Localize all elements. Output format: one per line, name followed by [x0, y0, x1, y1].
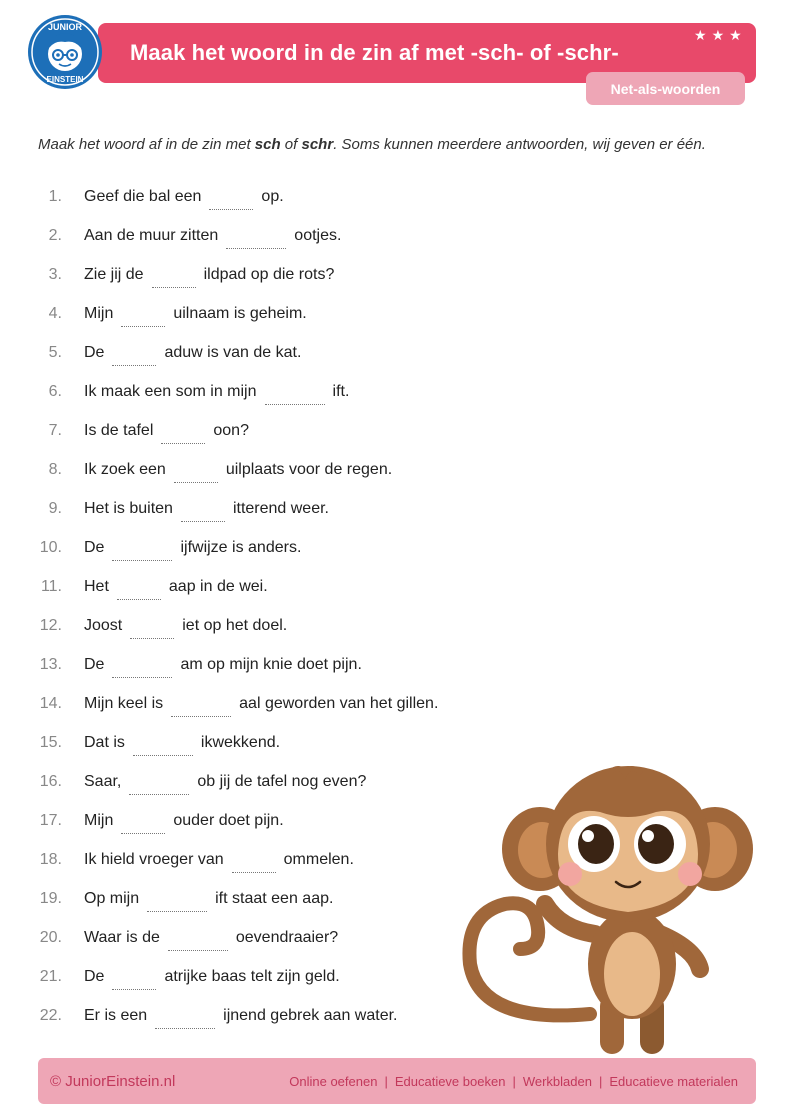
sentence-before: De — [84, 539, 105, 556]
sentence-after: ijnend gebrek aan water. — [223, 1007, 398, 1024]
sentence-after: ift. — [332, 383, 350, 400]
sentence-before: Waar is de — [84, 929, 160, 946]
footer-link-online-oefenen[interactable]: Online oefenen — [289, 1074, 378, 1089]
exercise-sentence — [84, 305, 307, 323]
exercise-number: 1. — [48, 188, 62, 205]
sentence-after: uilplaats voor de regen. — [225, 461, 393, 478]
answer-blank[interactable] — [121, 817, 165, 834]
exercise-number: 8. — [48, 461, 62, 478]
exercise-number: 12. — [39, 617, 62, 634]
answer-blank[interactable] — [112, 349, 156, 366]
sentence-after: ildpad op die rots? — [203, 266, 335, 283]
logo-text-top: JUNIOR — [47, 22, 83, 32]
sentence-before: De — [84, 968, 105, 985]
category-badge: Net-als-woorden — [586, 72, 745, 105]
exercise-sentence — [84, 734, 280, 752]
exercise-number: 11. — [40, 578, 62, 595]
sentence-after: iet op het doel. — [182, 617, 288, 634]
star-icon: ★ — [729, 27, 742, 43]
exercise-number: 4. — [48, 305, 62, 322]
exercise-sentence — [84, 968, 340, 986]
footer — [38, 1058, 756, 1104]
exercise-sentence — [84, 422, 249, 440]
sentence-before: Joost — [84, 617, 123, 634]
exercise-sentence — [84, 266, 334, 284]
sentence-before: De — [84, 344, 105, 361]
footer-copyright: © JuniorEinstein.nl — [50, 1073, 176, 1090]
exercise-number: 21. — [39, 968, 62, 985]
sentence-before: Het is buiten — [84, 500, 173, 517]
logo-text-bottom: EINSTEIN — [46, 75, 84, 84]
exercise-number: 5. — [48, 344, 62, 361]
instruction-bold: schr — [301, 136, 334, 153]
sentence-after: op. — [261, 188, 284, 205]
sentence-after: uilnaam is geheim. — [173, 305, 307, 322]
exercise-number: 15. — [39, 734, 62, 751]
answer-blank[interactable] — [155, 1012, 215, 1029]
sentence-before: Ik zoek een — [84, 461, 166, 478]
sentence-before: Ik maak een som in mijn — [84, 383, 257, 400]
exercise-sentence — [84, 890, 333, 908]
exercise-sentence — [84, 500, 329, 518]
exercise-sentence — [84, 656, 362, 674]
instruction-part: of — [280, 136, 302, 153]
exercise-sentence — [84, 812, 284, 830]
sentence-before: Zie jij de — [84, 266, 144, 283]
sentence-before: Mijn — [84, 812, 114, 829]
sentence-before: De — [84, 656, 105, 673]
instruction-part: Maak het woord af in de zin met — [38, 136, 255, 153]
sentence-after: ootjes. — [294, 227, 342, 244]
sentence-before: Aan de muur zitten — [84, 227, 219, 244]
sentence-before: Er is een — [84, 1007, 148, 1024]
exercise-number: 10. — [39, 539, 62, 556]
answer-blank[interactable] — [152, 271, 196, 288]
answer-blank[interactable] — [161, 427, 205, 444]
exercise-sentence — [84, 383, 349, 401]
sentence-before: Mijn keel is — [84, 695, 164, 712]
exercise-sentence — [84, 344, 301, 362]
sentence-after: itterend weer. — [232, 500, 329, 517]
sentence-after: oevendraaier? — [235, 929, 339, 946]
exercise-number: 16. — [39, 773, 62, 790]
exercise-number: 17. — [39, 812, 62, 829]
answer-blank[interactable] — [112, 544, 172, 561]
exercise-sentence — [84, 929, 338, 947]
footer-link-educatieve-materialen[interactable]: Educatieve materialen — [609, 1074, 738, 1089]
footer-link-educatieve-boeken[interactable]: Educatieve boeken — [394, 1074, 506, 1089]
exercise-number: 3. — [48, 266, 62, 283]
exercise-number: 7. — [48, 422, 62, 439]
exercise-sentence — [84, 578, 268, 596]
exercise-sentence — [84, 539, 301, 557]
footer-separator: | — [512, 1074, 516, 1089]
exercise-sentence — [84, 617, 287, 635]
sentence-after: ikwekkend. — [200, 734, 281, 751]
answer-blank[interactable] — [121, 310, 165, 327]
answer-blank[interactable] — [232, 856, 276, 873]
sentence-before: Saar, — [84, 773, 122, 790]
answer-blank[interactable] — [171, 700, 231, 717]
difficulty-stars — [694, 28, 742, 42]
exercise-number: 22. — [39, 1007, 62, 1024]
answer-blank[interactable] — [226, 232, 286, 249]
sentence-before: Het — [84, 578, 109, 595]
sentence-after: atrijke baas telt zijn geld. — [164, 968, 340, 985]
exercise-number: 13. — [39, 656, 62, 673]
instruction-part: . Soms kunnen meerdere antwoorden, wij geven er één. — [333, 136, 706, 153]
answer-blank[interactable] — [147, 895, 207, 912]
exercise-sentence — [84, 773, 366, 791]
sentence-after: am op mijn knie doet pijn. — [180, 656, 362, 673]
sentence-after: ob jij de tafel nog even? — [197, 773, 367, 790]
footer-link-werkbladen[interactable]: Werkbladen — [522, 1074, 592, 1089]
sentence-after: aal geworden van het gillen. — [239, 695, 439, 712]
page-title: Maak het woord in de zin af met -sch- of -schr- — [130, 40, 619, 65]
sentence-after: ommelen. — [283, 851, 354, 868]
footer-separator: | — [384, 1074, 388, 1089]
answer-blank[interactable] — [129, 778, 189, 795]
star-icon: ★ — [711, 27, 725, 43]
exercise-sentence — [84, 1007, 397, 1025]
star-icon: ★ — [694, 27, 707, 43]
sentence-after: ijfwijze is anders. — [180, 539, 302, 556]
answer-blank[interactable] — [133, 739, 193, 756]
sentence-after: oon? — [213, 422, 249, 439]
exercise-sentence — [84, 188, 284, 206]
sentence-before: Ik hield vroeger van — [84, 851, 224, 868]
sentence-after: aduw is van de kat. — [164, 344, 302, 361]
exercise-sentence — [84, 851, 354, 869]
answer-blank[interactable] — [265, 388, 325, 405]
sentence-before: Mijn — [84, 305, 114, 322]
answer-blank[interactable] — [130, 622, 174, 639]
answer-blank[interactable] — [112, 973, 156, 990]
sentence-before: Geef die bal een — [84, 188, 202, 205]
answer-blank[interactable] — [209, 193, 253, 210]
answer-blank[interactable] — [117, 583, 161, 600]
answer-blank[interactable] — [112, 661, 172, 678]
sentence-after: ift staat een aap. — [215, 890, 334, 907]
exercise-sentence — [84, 695, 438, 713]
exercise-sentence — [84, 461, 392, 479]
answer-blank[interactable] — [174, 466, 218, 483]
answer-blank[interactable] — [168, 934, 228, 951]
exercise-number: 2. — [48, 227, 62, 244]
monkey-illustration — [460, 764, 760, 1064]
exercise-number: 14. — [39, 695, 62, 712]
sentence-after: ouder doet pijn. — [173, 812, 284, 829]
footer-separator: | — [598, 1074, 603, 1089]
footer-links — [289, 1074, 738, 1089]
junior-einstein-logo — [27, 14, 103, 90]
answer-blank[interactable] — [181, 505, 225, 522]
exercise-number: 18. — [39, 851, 62, 868]
instruction-text — [38, 136, 706, 153]
exercise-number: 6. — [48, 383, 62, 400]
exercise-number: 19. — [39, 890, 62, 907]
sentence-after: aap in de wei. — [168, 578, 268, 595]
sentence-before: Is de tafel — [84, 422, 154, 439]
sentence-before: Dat is — [84, 734, 125, 751]
exercise-number: 20. — [39, 929, 62, 946]
instruction-bold: sch — [254, 136, 281, 153]
sentence-before: Op mijn — [84, 890, 140, 907]
exercise-number: 9. — [48, 500, 62, 517]
exercise-sentence — [84, 227, 341, 245]
